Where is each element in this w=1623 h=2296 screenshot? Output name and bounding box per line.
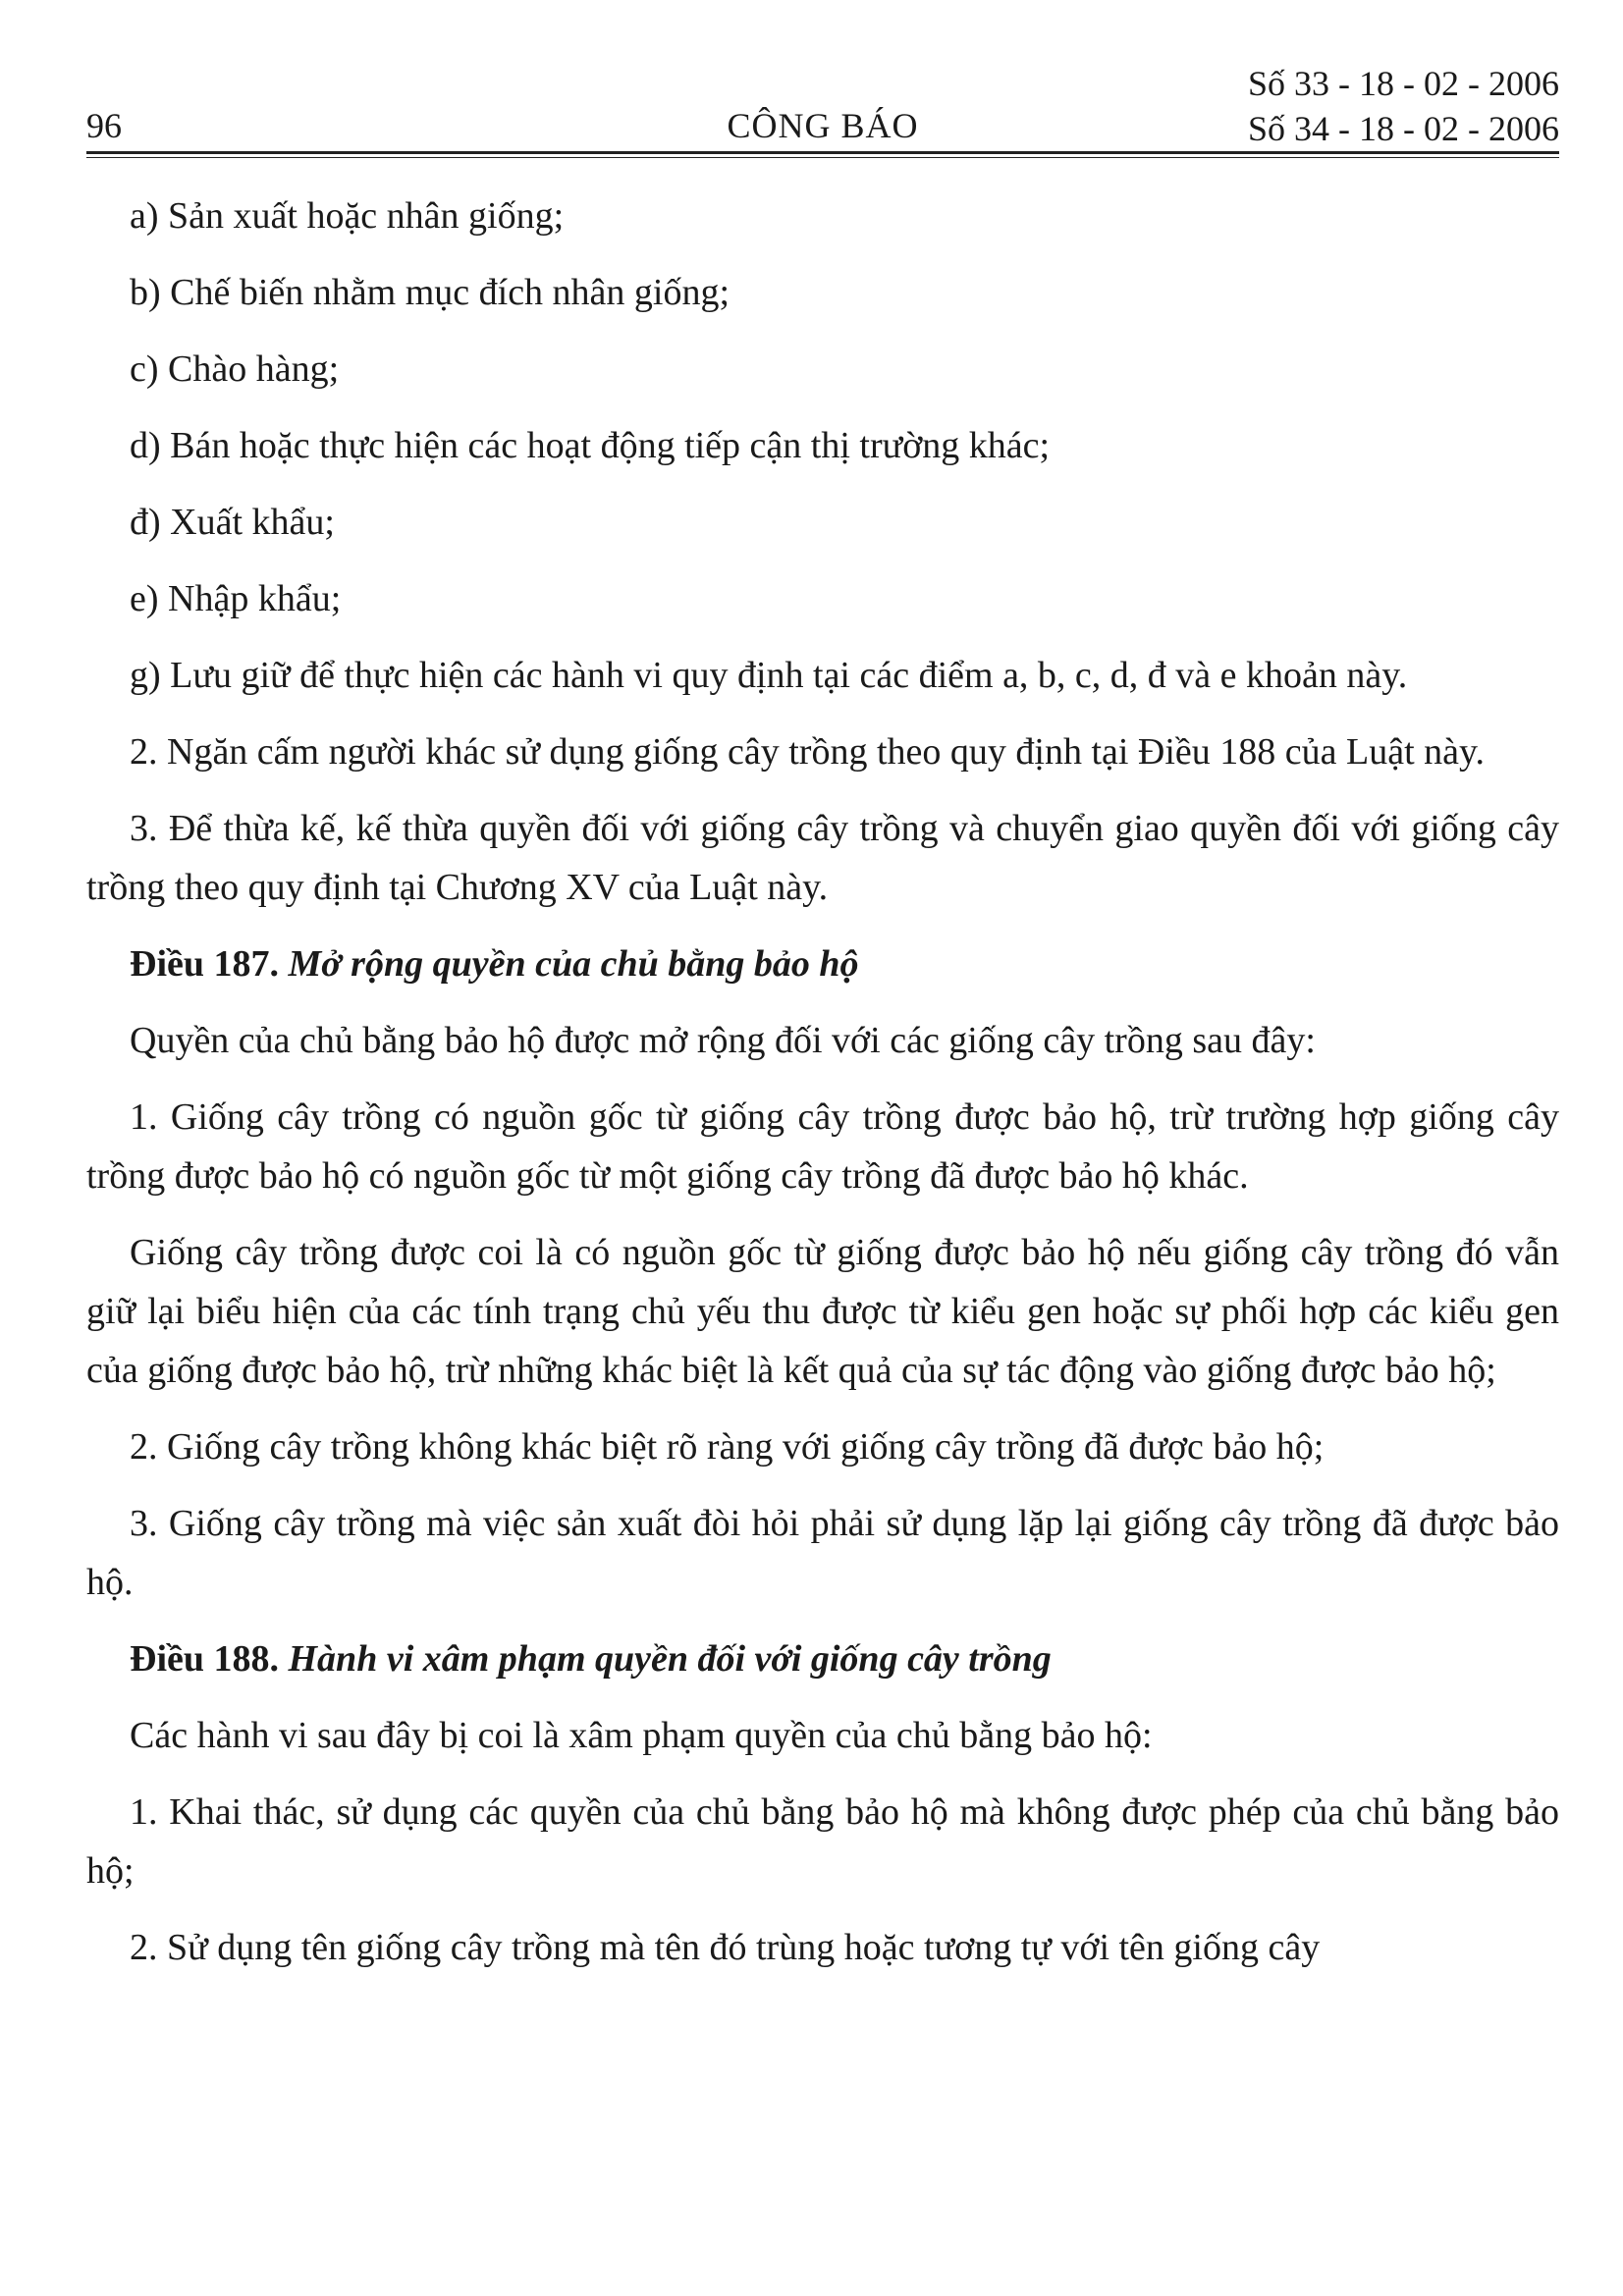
paragraph: e) Nhập khẩu; <box>130 578 342 619</box>
document-body <box>86 187 1559 1995</box>
paragraph: c) Chào hàng; <box>130 348 340 390</box>
paragraph: 3. Giống cây trồng mà việc sản xuất đòi hỏi phải sử dụng lặp lại giống cây trồng đã được bảo hộ. <box>86 1503 1559 1603</box>
paragraph: 2. Ngăn cấm người khác sử dụng giống cây trồng theo quy định tại Điều 188 của Luật này. <box>130 731 1486 773</box>
paragraph: đ) Xuất khẩu; <box>130 502 335 543</box>
paragraph: d) Bán hoặc thực hiện các hoạt động tiếp cận thị trường khác; <box>130 425 1051 466</box>
article-heading <box>86 934 1559 993</box>
article-heading <box>86 1629 1559 1688</box>
paragraph: 1. Khai thác, sử dụng các quyền của chủ bằng bảo hộ mà không được phép của chủ bằng bảo hộ; <box>86 1791 1559 1892</box>
paragraph: a) Sản xuất hoặc nhân giống; <box>130 195 565 237</box>
article-title: Hành vi xâm phạm quyền đối với giống cây trồng <box>288 1638 1052 1680</box>
page-number: 96 <box>86 106 122 145</box>
page-header <box>86 55 1559 153</box>
paragraph: 2. Giống cây trồng không khác biệt rõ ràng với giống cây trồng đã được bảo hộ; <box>130 1426 1325 1468</box>
article-number: Điều 187. <box>130 943 279 985</box>
paragraph: b) Chế biến nhằm mục đích nhân giống; <box>130 272 730 313</box>
paragraph: g) Lưu giữ để thực hiện các hành vi quy định tại các điểm a, b, c, d, đ và e khoản này. <box>130 655 1408 696</box>
issue-number: Số 34 - 18 - 02 - 2006 <box>1248 109 1559 148</box>
paragraph: Quyền của chủ bằng bảo hộ được mở rộng đối với các giống cây trồng sau đây: <box>130 1020 1316 1061</box>
paragraph: Các hành vi sau đây bị coi là xâm phạm quyền của chủ bằng bảo hộ: <box>130 1715 1153 1756</box>
paragraph: 2. Sử dụng tên giống cây trồng mà tên đó trùng hoặc tương tự với tên giống cây <box>130 1927 1321 1968</box>
article-title: Mở rộng quyền của chủ bằng bảo hộ <box>288 943 859 985</box>
paragraph: 1. Giống cây trồng có nguồn gốc từ giống cây trồng được bảo hộ, trừ trường hợp giống cây trồng được bảo hộ có nguồn gốc từ một giống cây trồng đã được bảo hộ khác. <box>86 1096 1559 1197</box>
issue-numbers <box>1248 61 1559 151</box>
article-number: Điều 188. <box>130 1638 279 1680</box>
header-rule-thin <box>86 157 1559 158</box>
paragraph: 3. Để thừa kế, kế thừa quyền đối với giống cây trồng và chuyển giao quyền đối với giống cây trồng theo quy định tại Chương XV của Luật này. <box>86 808 1559 908</box>
gazette-title: CÔNG BÁO <box>727 106 919 145</box>
header-rule-thick <box>86 151 1559 154</box>
issue-number: Số 33 - 18 - 02 - 2006 <box>1248 64 1559 103</box>
paragraph: Giống cây trồng được coi là có nguồn gốc từ giống được bảo hộ nếu giống cây trồng đó vẫn giữ lại biểu hiện của các tính trạng chủ yếu thu được từ kiểu gen hoặc sự phối hợp các kiểu gen của giống được bảo hộ, trừ những khác biệt là kết quả của sự tác động vào giống được bảo hộ; <box>86 1232 1559 1391</box>
